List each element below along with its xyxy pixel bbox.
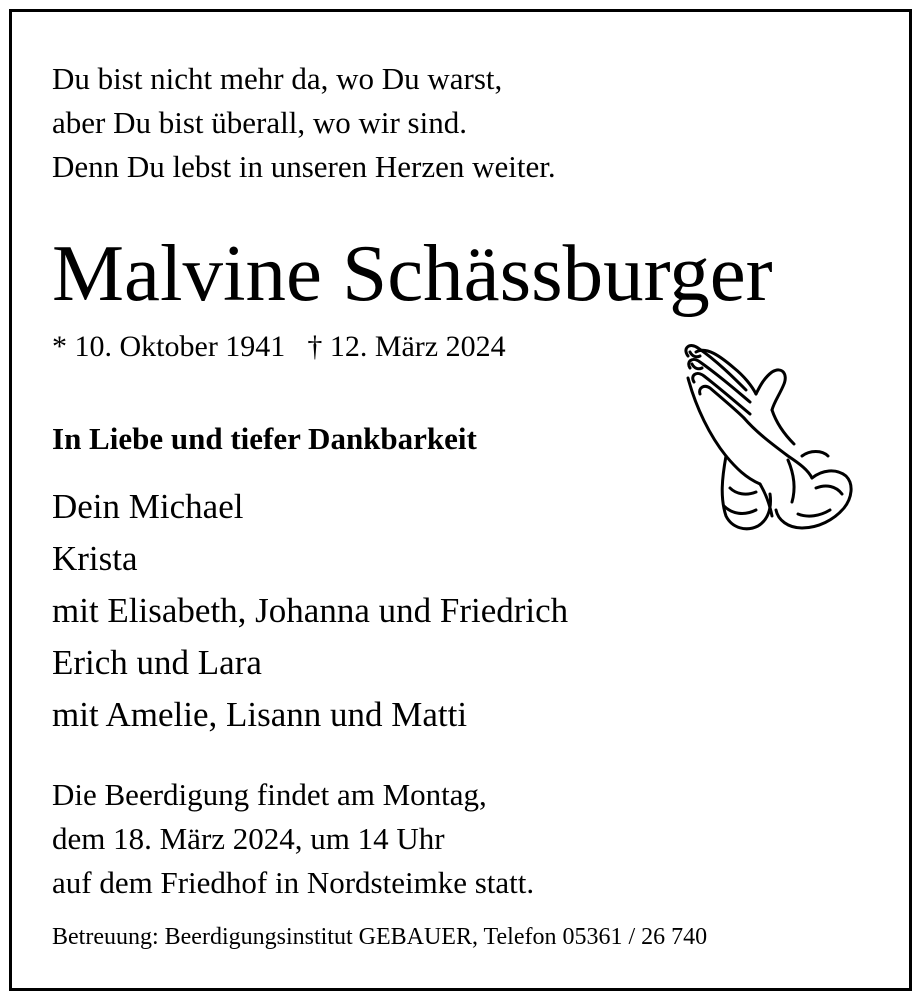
mourners-list: [52, 481, 568, 741]
dedication-heading: In Liebe und tiefer Dankbarkeit: [52, 421, 477, 456]
life-dates: [52, 326, 506, 368]
verse-line: aber Du bist überall, wo wir sind.: [52, 105, 467, 140]
mourner-entry: mit Amelie, Lisann und Matti: [52, 695, 468, 734]
verse-line: Du bist nicht mehr da, wo Du warst,: [52, 61, 503, 96]
mourner-entry: mit Elisabeth, Johanna und Friedrich: [52, 591, 569, 630]
mourner-entry: Erich und Lara: [52, 643, 262, 682]
funeral-line: auf dem Friedhof in Nordsteimke statt.: [52, 865, 535, 900]
death-date: † 12. März 2024: [307, 330, 506, 363]
mourner-entry: Dein Michael: [52, 487, 244, 526]
funeral-notice: [52, 773, 534, 905]
funeral-line: Die Beerdigung findet am Montag,: [52, 777, 487, 812]
mourner-entry: Krista: [52, 539, 138, 578]
funeral-line: dem 18. März 2024, um 14 Uhr: [52, 821, 445, 856]
undertaker-contact: Betreuung: Beerdigungsinstitut GEBAUER, Telefon 05361 / 26 740: [52, 924, 708, 950]
memorial-verse: [52, 57, 556, 189]
verse-line: Denn Du lebst in unseren Herzen weiter.: [52, 149, 556, 184]
praying-hands-icon: [676, 338, 856, 538]
birth-date: * 10. Oktober 1941: [52, 330, 286, 363]
deceased-name: Malvine Schässburger: [52, 228, 773, 318]
